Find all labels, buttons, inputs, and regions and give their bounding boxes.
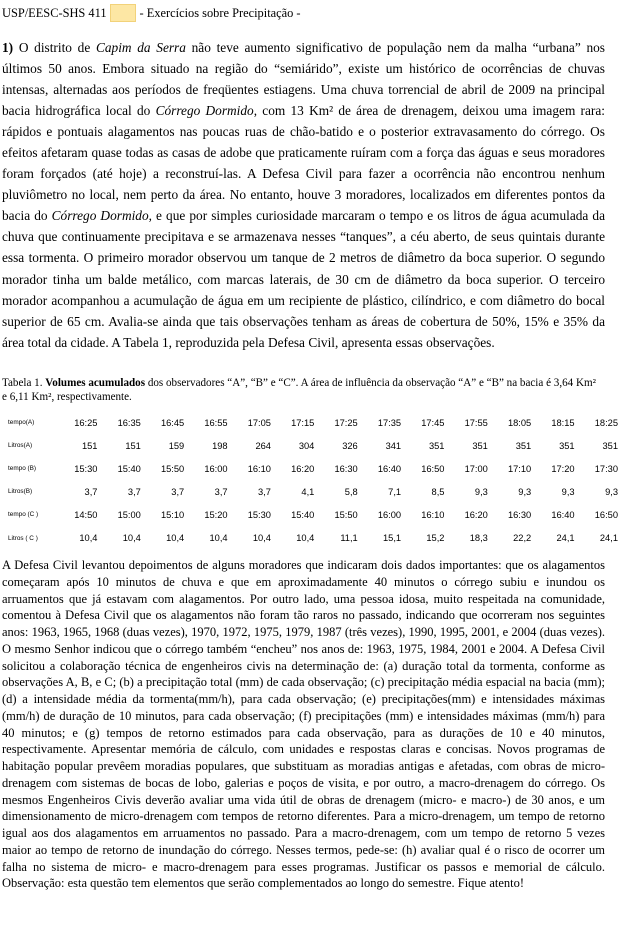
table-cell: 17:35 xyxy=(377,417,402,428)
table-cell: 15:30 xyxy=(247,509,271,520)
table-cell: 16:00 xyxy=(377,509,402,520)
table-cell: 16:45 xyxy=(160,417,185,428)
creek-name: Córrego Dormido xyxy=(155,103,254,119)
row-label: Litros(A) xyxy=(8,442,33,450)
question-number: 1) xyxy=(2,40,14,55)
table-cell: 15,2 xyxy=(426,533,445,544)
civil-defense-text: A Defesa Civil levantou depoimentos de alguns moradores que indicaram dois dados importantes: que os alagamentos começaram após 10 minutos de chuva e que em aproximadamente 40 minutos o córrego subiu e inundou os arruamentos que já estavam com alagamentos. Por outro lado, uma pessoa idosa, muito respeitada na comunidade, comentou à Defesa Civil que os alagamentos não foram tão raros no passado, indicando que ocorreram nos seguintes anos: 1963, 1965, 1968 (duas vezes), 1970, 1972, 1975, 1979, 1987 (três vezes), 1990, 1995, 2001, e 2004 (duas vezes). O mesmo Senhor indicou que o córrego também “encheu” nos anos de: 1963, 1975, 1984, 2001 e 2004. A Defesa Civil solicitou a colaboração técnica de engenheiros civis na determinação de: (a) duração total da tormenta, conforme as observações A, B, e C; (b) a precipitação total (mm) de cada observação; (c) precipitação média espacial na bacia (mm); (d) a intensidade média da tormenta(mm/h), para cada observação; (e) precipitações(mm) e intensidades máximas (mm/h) de duração de 10 minutos, para cada observação; (f) precipitações (mm) e intensidades máximas (mm/h) para 40 minutos; e (g) tempos de retorno estimados para cada observação, para as durações de 10 e 40 minutos, respectivamente. Apresentar memória de cálculo, com unidades e respostas claras e concisas. Novos programas de habitação popular prevêem moradias populares, que substituam as moradias antigas e afetadas, com obras de micro-drenagem com sistemas de bocas de lobo, galerias e poços de visita, e por outro, a macro-drenagem do córrego. Os mesmos Engenheiros Civis deverão avaliar uma vida útil de obras de drenagem (micro- e macro-) de 30 anos, e um dimensionamento de micro-drenagem com tempos de retorno diferentes. Para a micro-drenagem, um tempo de retorno igual aos dos alagamentos em arruamentos no passado. Para a macro-drenagem, com um tempo de retorno 5 vezes maior ao tempo de retorno de inundação do córrego. Nesses termos, pede-se: (h) avaliar qual é o risco de ocorrer um falha no sistema de micro- e macro-drenagem para esses programas. Justificar os passos e memorial de cálculo. Observação: esta questão tem elementos que serão complementados ao longo do semestre. Fique atento! xyxy=(2,558,605,891)
table-cell: 341 xyxy=(385,440,402,451)
table-cell: 17:30 xyxy=(594,463,618,474)
table-cell: 17:45 xyxy=(421,417,445,428)
table-row xyxy=(8,526,619,549)
table-cell: 3,7 xyxy=(84,486,98,497)
table-cell: 8,5 xyxy=(431,486,445,497)
table-row xyxy=(8,503,619,526)
table-cell: 10,4 xyxy=(122,533,141,544)
table-cell: 16:50 xyxy=(421,463,445,474)
row-label: Litros(B) xyxy=(8,488,33,496)
course-code: USP/EESC-SHS 411 xyxy=(2,6,107,20)
table-cell: 159 xyxy=(168,440,185,451)
question-text-part-1: O distrito de xyxy=(13,40,96,55)
table-cell: 264 xyxy=(255,440,271,451)
table-cell: 16:50 xyxy=(594,509,618,520)
question-1-text xyxy=(2,37,605,353)
table-cell: 7,1 xyxy=(388,486,402,497)
table-cell: 16:20 xyxy=(464,509,488,520)
table-row xyxy=(8,457,619,480)
table-cell: 16:30 xyxy=(334,463,358,474)
table-cell: 18:25 xyxy=(594,417,618,428)
table-cell: 16:55 xyxy=(204,417,228,428)
table-cell: 18:15 xyxy=(551,417,575,428)
table-cell: 4,1 xyxy=(301,486,315,497)
table-cell: 15:20 xyxy=(204,509,228,520)
place-name: Capim da Serra xyxy=(95,40,186,55)
table-cell: 17:55 xyxy=(464,417,488,428)
table-cell: 151 xyxy=(81,440,98,451)
table-body xyxy=(8,411,619,550)
table-cell: 3,7 xyxy=(214,486,228,497)
table-cell: 351 xyxy=(559,440,575,451)
table-cell: 16:10 xyxy=(247,463,271,474)
table-cell: 15:40 xyxy=(117,463,141,474)
table-cell: 351 xyxy=(602,440,618,451)
table-cell: 351 xyxy=(515,440,532,451)
table-cell: 304 xyxy=(298,440,315,451)
table-cell: 16:20 xyxy=(291,463,315,474)
table-cell: 3,7 xyxy=(258,486,271,497)
highlight-mark xyxy=(110,4,136,22)
table-cell: 3,7 xyxy=(127,486,141,497)
table-cell: 326 xyxy=(342,440,358,451)
table-cell: 5,8 xyxy=(344,486,358,497)
table-cell: 15:40 xyxy=(291,509,315,520)
creek-name: Córrego Dormido xyxy=(51,208,149,224)
table-row xyxy=(8,411,619,434)
row-label: tempo (C ) xyxy=(8,511,39,519)
table-cell: 17:15 xyxy=(291,417,315,428)
question-text-part-2: não teve aumento significativo de população nem da malha “urbana” nos últimos 50 anos. Embora situado na região do “semiárido”, existe um histórico de ocorrências de chuvas intensas, alternadas aos períodos de freqüentes estiagens. Uma chuva torrencial de abril de 2009 na principal bacia hidrográfica local do xyxy=(2,40,605,119)
caption-rest: dos observadores “A”, “B” e “C”. A área de influência da observação “A” e “B” na bacia é 3,64 Km² e 6,11 Km², respectivamente. xyxy=(2,377,596,403)
table-cell: 198 xyxy=(212,440,228,451)
table-cell: 22,2 xyxy=(513,533,532,544)
table-cell: 18:05 xyxy=(507,417,532,428)
table-caption xyxy=(2,377,602,404)
table-cell: 17:20 xyxy=(551,463,575,474)
caption-bold: Volumes acumulados xyxy=(45,377,146,389)
table-row xyxy=(8,434,619,457)
table-cell: 17:05 xyxy=(247,417,271,428)
observations-table xyxy=(8,411,619,550)
table-cell: 17:25 xyxy=(334,417,358,428)
table-cell: 9,3 xyxy=(561,486,575,497)
table-cell: 3,7 xyxy=(171,486,185,497)
table-cell: 9,3 xyxy=(518,486,532,497)
table-cell: 16:40 xyxy=(551,509,575,520)
table-cell: 16:00 xyxy=(204,463,228,474)
header-title: - Exercícios sobre Precipitação - xyxy=(139,6,301,20)
table-cell: 351 xyxy=(428,440,445,451)
table-cell: 16:25 xyxy=(74,417,98,428)
table-cell: 14:50 xyxy=(74,509,98,520)
table-cell: 16:10 xyxy=(421,509,445,520)
table-cell: 15:30 xyxy=(74,463,98,474)
table-cell: 15,1 xyxy=(382,533,402,544)
question-text-part-4: , e que por simples curiosidade marcaram o tempo e os litros de água acumulada da chuva que continuamente precipitava e se armazenava nesses “tanques”, a céu aberto, de seus quintais durante essa tormenta. O primeiro morador observou um tanque de 2 metros de diâmetro da boca superior. O segundo morador tinha um balde metálico, com marcas laterais, de 30 cm de diâmetro da boca superior. O terceiro morador acompanhou a acumulação de água em um recipiente de plástico, cilíndrico, e com diâmetro do bocal superior de 65 cm. Avalia-se ainda que tais observações tenham as áreas de cobertura de 50%, 15% e 35% da área total da cidade. A Tabela 1, reproduzida pela Defesa Civil, apresenta essas observações. xyxy=(2,208,605,350)
table-cell: 10,4 xyxy=(296,533,315,544)
table-cell: 24,1 xyxy=(599,533,618,544)
table-cell: 16:30 xyxy=(507,509,532,520)
table-cell: 351 xyxy=(472,440,488,451)
row-label: tempo(A) xyxy=(8,419,35,427)
table-row xyxy=(8,480,619,503)
table-cell: 15:50 xyxy=(334,509,358,520)
row-label: tempo (B) xyxy=(8,465,37,473)
table-cell: 16:40 xyxy=(377,463,402,474)
table-cell: 18,3 xyxy=(469,533,488,544)
table-cell: 11,1 xyxy=(340,533,358,544)
row-label: Litros ( C ) xyxy=(8,534,38,542)
table-cell: 9,3 xyxy=(605,486,618,497)
table-cell: 10,4 xyxy=(166,533,185,544)
table-cell: 15:10 xyxy=(160,509,185,520)
table-cell: 16:35 xyxy=(117,417,141,428)
table-cell: 10,4 xyxy=(252,533,271,544)
table-cell: 24,1 xyxy=(556,533,575,544)
table-cell: 151 xyxy=(125,440,141,451)
table-cell: 17:10 xyxy=(507,463,532,474)
table-cell: 15:50 xyxy=(160,463,185,474)
table-cell: 10,4 xyxy=(79,533,98,544)
page-header xyxy=(2,4,301,22)
table-cell: 10,4 xyxy=(209,533,228,544)
question-text-part-3: , com 13 Km² de área de drenagem, deixou uma imagem rara: rápidos e pontuais alagamentos nas poucas ruas de chão-batido e o posterior extravasamento do córrego. Os efeitos afetaram quase todas as casas de adobe que praticamente ruíram com a força das águas e seus moradores foram forçados (até hoje) a reconstruí-las. A Defesa Civil para fazer a ocorrência não encontrou nenhum pluviômetro no local, nem perto da área. No entanto, houve 3 moradores, localizados em diferentes pontos da bacia do xyxy=(2,103,606,224)
caption-prefix: Tabela 1. xyxy=(2,377,46,389)
table-cell: 9,3 xyxy=(474,486,488,497)
table-cell: 17:00 xyxy=(464,463,488,474)
table-cell: 15:00 xyxy=(117,509,141,520)
